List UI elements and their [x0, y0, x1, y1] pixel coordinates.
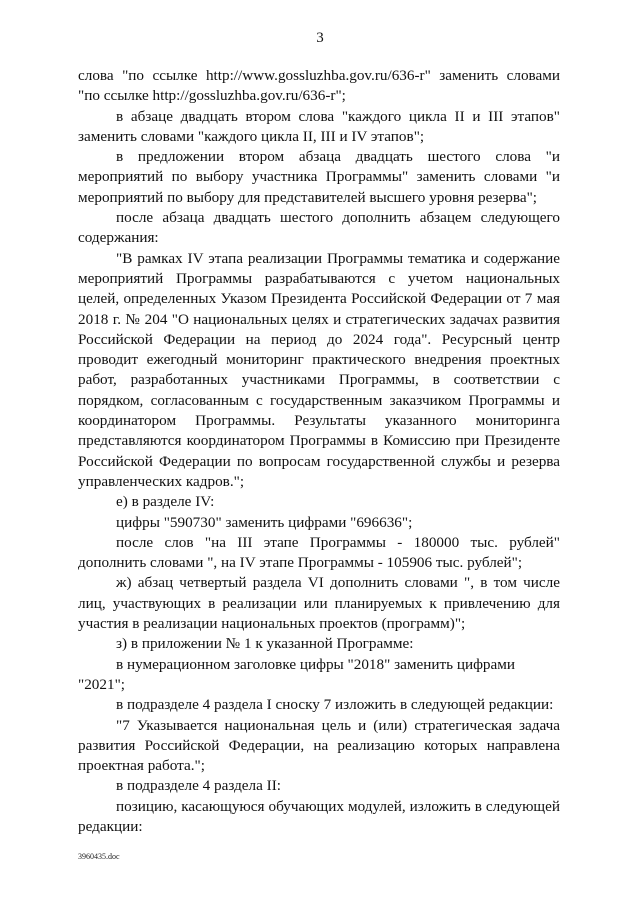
paragraph: в подразделе 4 раздела I сноску 7 изложить в следующей редакции:	[116, 696, 554, 714]
paragraph: позицию, касающуюся обучающих модулей, изложить в следующей редакции:	[78, 797, 560, 835]
paragraph: цифры "590730" заменить цифрами "696636";	[116, 513, 413, 531]
page-number: 3	[316, 30, 324, 46]
document-body	[78, 66, 560, 837]
paragraph: ж) абзац четвертый раздела VI дополнить словами ", в том числе лиц, участвующих в реализации или планируемых к привлечению для участия в реализации национальных проектов (программ)";	[78, 574, 560, 633]
paragraph: в абзаце двадцать втором слова "каждого цикла II и III этапов" заменить словами "каждого цикла II, III и IV этапов";	[78, 107, 560, 145]
paragraph: е) в разделе IV:	[116, 493, 215, 511]
paragraph: слова "по ссылке http://www.gossluzhba.gov.ru/636-r" заменить словами "по ссылке http://gossluzhba.gov.ru/636-r";	[78, 67, 560, 105]
quoted-paragraph: "В рамках IV этапа реализации Программы тематика и содержание мероприятий Программы разрабатываются с учетом национальных целей, определенных Указом Президента Российской Федерации от 7 мая 2018 г. № 204 "О национальных целях и стратегических задачах развития Российской Федерации на период до 2024 года". Ресурсный центр проводит ежегодный мониторинг практического внедрения проектных работ, разработанных участниками Программы, в соответствии с порядком, согласованным с государственным заказчиком Программы и координатором Программы. Результаты указанного мониторинга представляются координатором Программы в Комиссию при Президенте Российской Федерации по вопросам государственной службы и резерва управленческих кадров.";	[78, 249, 560, 490]
paragraph: после слов "на III этапе Программы - 180000 тыс. рублей" дополнить словами ", на IV этапе Программы - 105906 тыс. рублей";	[78, 533, 560, 572]
paragraph: в нумерационном заголовке цифры "2018" заменить цифрами "2021";	[78, 655, 515, 693]
paragraph: в подразделе 4 раздела II:	[116, 777, 281, 795]
paragraph: в предложении втором абзаца двадцать шестого слова "и мероприятий по выбору участника Программы" заменить словами "и мероприятий по выбору для представителей высшего уровня резерва";	[78, 148, 560, 206]
document-filename: 3960435.doc	[78, 852, 120, 861]
paragraph: после абзаца двадцать шестого дополнить абзацем следующего содержания:	[78, 209, 560, 247]
paragraph: з) в приложении № 1 к указанной Программе:	[116, 635, 414, 653]
footnote-paragraph: "7 Указывается национальная цель и (или) стратегическая задача развития Российской Федерации, на реализацию которых направлена проектная работа.";	[78, 716, 560, 775]
